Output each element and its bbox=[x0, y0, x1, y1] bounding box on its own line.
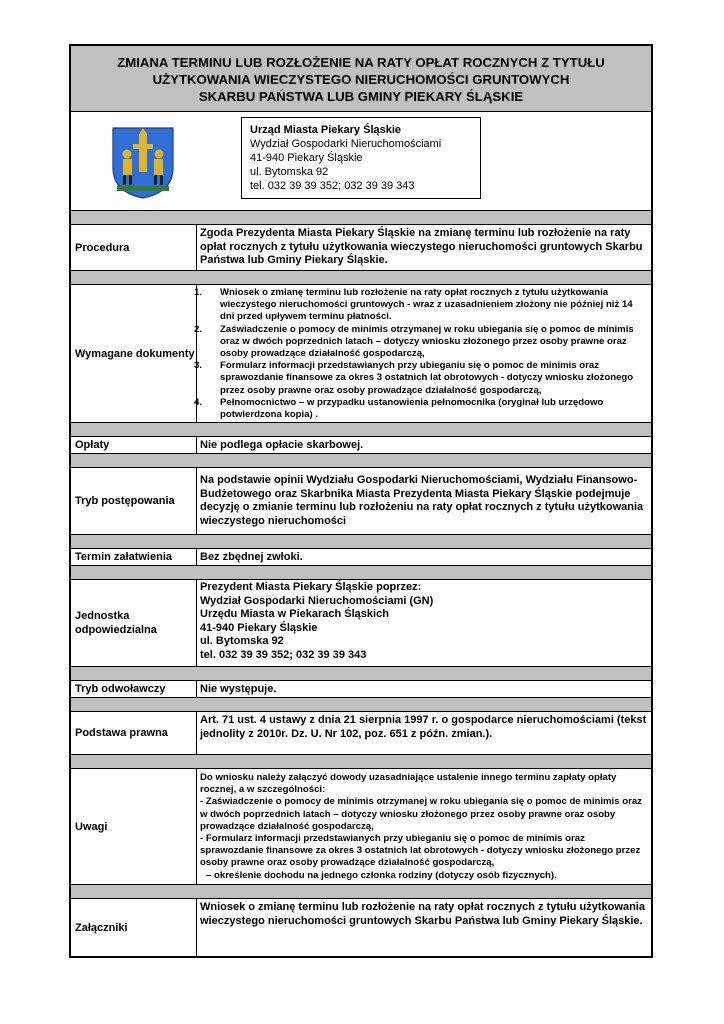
spacer-row bbox=[71, 271, 651, 285]
row-termin-zalatwienia bbox=[71, 549, 651, 566]
row-procedura bbox=[71, 225, 651, 271]
office-department: Wydział Gospodarki Nieruchomościami bbox=[250, 138, 442, 150]
list-item: 1. Wniosek o zmianę terminu lub rozłożenie na raty opłat rocznych z tytułu użytkowania wieczystego nieruchomości gruntowych - wraz z uzasadnieniem złożony nie później niż 14 dni przed upływem terminu płatności. bbox=[194, 287, 633, 323]
office-name: Urząd Miasta Piekary Śląskie bbox=[250, 124, 402, 136]
row-label: Wymagane dokumenty bbox=[71, 285, 197, 422]
row-tryb-odwolawczy bbox=[71, 681, 651, 698]
office-postal: 41-940 Piekary Śląskie bbox=[250, 152, 363, 164]
notes-item: - Zaświadczenie o pomocy de minimis otrzymanej w roku ubiegania się o pomoc de minimis oraz w dwóch poprzednich latach – dotyczy wniosku złożonego przez osoby prawne oraz osoby prowadzące działalność gospodarczą, bbox=[200, 796, 642, 832]
title-line-2: UŻYTKOWANIA WIECZYSTEGO NIERUCHOMOŚCI GRUNTOWYCH bbox=[152, 72, 570, 87]
row-jednostka-odpowiedzialna bbox=[71, 580, 651, 667]
row-tryb-postepowania bbox=[71, 468, 651, 535]
notes-intro: Do wniosku należy załączyć dowody uzasadniające ustalenie innego terminu zapłaty opłaty rocznej, a w szczególności: bbox=[200, 772, 617, 796]
spacer-row bbox=[71, 885, 651, 899]
notes-item: - Formularz informacji przedstawianych przy ubieganiu się o pomoc de minimis oraz sprawozdanie finansowe za okres 3 ostatnich lat obrotowych - dotyczy wniosku złożonego przez osoby prawne oraz osoby prowadzące działalność gospodarczą, bbox=[200, 833, 641, 869]
row-value: Wniosek o zmianę terminu lub rozłożenie na raty opłat rocznych z tytułu użytkowania wieczystego nieruchomości gruntowych Skarbu Państwa lub Gminy Piekary Śląskie. bbox=[200, 901, 645, 927]
row-label: Termin załatwienia bbox=[71, 549, 197, 565]
row-zalaczniki bbox=[71, 899, 651, 956]
unit-line: Prezydent Miasta Piekary Śląskie poprzez: bbox=[200, 581, 422, 593]
row-value: Bez zbędnej zwłoki. bbox=[200, 551, 303, 563]
row-label: Uwagi bbox=[71, 769, 197, 884]
spacer-row bbox=[71, 535, 651, 549]
row-value bbox=[198, 769, 651, 884]
row-podstawa-prawna bbox=[71, 712, 651, 755]
office-street: ul. Bytomska 92 bbox=[250, 166, 329, 178]
spacer-row bbox=[71, 755, 651, 769]
document-title bbox=[71, 46, 651, 112]
list-item: 2. Zaświadczenie o pomocy de minimis otrzymanej w roku ubiegania się o pomoc de minimis oraz w dwóch poprzednich latach – dotyczy wniosku złożonego przez osoby prawne oraz osoby prowadzące działalność gospodarczą, bbox=[194, 323, 634, 360]
row-value: Zgoda Prezydenta Miasta Piekary Śląskie na zmianę terminu lub rozłożenie na raty opłat rocznych z tytułu użytkowania wieczystego nieruchomości gruntowych Skarbu Państwa lub Gminy Piekary Śląskie. bbox=[200, 227, 643, 266]
coat-of-arms-icon bbox=[111, 126, 175, 200]
title-line-1: ZMIANA TERMINU LUB ROZŁOŻENIE NA RATY OPŁAT ROCZNYCH Z TYTUŁU bbox=[117, 55, 605, 70]
row-value: Na podstawie opinii Wydziału Gospodarki Nieruchomościami, Wydziału Finansowo-Budżetowego oraz Skarbnika Miasta Prezydenta Miasta Piekary Śląskie podejmuje decyzję o zmianie terminu lub rozłożeniu na raty opłat rocznych z tytułu użytkowania wieczystego nieruchomości bbox=[200, 474, 644, 527]
row-label: Podstawa prawna bbox=[71, 712, 197, 754]
unit-line: Urzędu Miasta w Piekarach Śląskich bbox=[200, 608, 389, 620]
spacer-row bbox=[71, 566, 651, 580]
title-line-3: SKARBU PAŃSTWA LUB GMINY PIEKARY ŚLĄSKIE bbox=[198, 89, 524, 104]
row-label: Procedura bbox=[71, 225, 197, 270]
unit-line: tel. 032 39 39 352; 032 39 39 343 bbox=[200, 648, 367, 661]
row-label: Opłaty bbox=[71, 437, 197, 453]
spacer-row bbox=[71, 698, 651, 712]
office-address-box bbox=[241, 117, 481, 199]
row-value: Nie występuje. bbox=[200, 683, 277, 695]
row-value: Nie podlega opłacie skarbowej. bbox=[200, 439, 364, 451]
unit-line: 41-940 Piekary Śląskie bbox=[200, 621, 318, 634]
row-label: Tryb odwoławczy bbox=[71, 681, 197, 697]
row-value: Art. 71 ust. 4 ustawy z dnia 21 sierpnia 1997 r. o gospodarce nieruchomościami (tekst jednolity z 2010r. Dz. U. Nr 102, poz. 651 z późn. zmian.). bbox=[200, 714, 647, 740]
unit-line: ul. Bytomska 92 bbox=[200, 635, 284, 647]
row-label: Tryb postępowania bbox=[71, 468, 197, 534]
spacer-row bbox=[71, 211, 651, 225]
row-uwagi bbox=[71, 769, 651, 885]
header-section bbox=[71, 112, 651, 211]
row-wymagane-dokumenty bbox=[71, 285, 651, 423]
document-frame bbox=[69, 44, 653, 958]
row-label: Załączniki bbox=[71, 899, 197, 956]
row-label: Jednostka odpowiedzialna bbox=[71, 580, 197, 666]
documents-list bbox=[194, 287, 647, 421]
row-oplaty bbox=[71, 437, 651, 454]
notes-item: – określenie dochodu na jednego członka rodziny (dotyczy osób fizycznych). bbox=[206, 869, 557, 881]
row-value bbox=[194, 285, 651, 422]
office-phone: tel. 032 39 39 352; 032 39 39 343 bbox=[250, 180, 415, 192]
spacer-row bbox=[71, 423, 651, 437]
unit-line: Wydział Gospodarki Nieruchomościami (GN) bbox=[200, 594, 434, 607]
row-value bbox=[198, 580, 651, 666]
list-item: 4. Pełnomocnictwo – w przypadku ustanowienia pełnomocnika (oryginał lub urzędowo potwierdzona kopia) . bbox=[194, 396, 604, 421]
spacer-row bbox=[71, 454, 651, 468]
list-item: 3. Formularz informacji przedstawianych przy ubieganiu się o pomoc de minimis oraz sprawozdanie finansowe za okres 3 ostatnich lat obrotowych - dotyczy wniosku złożonego przez osoby prawne oraz osoby prowadzące działalność gospodarczą, bbox=[194, 360, 634, 396]
spacer-row bbox=[71, 667, 651, 681]
